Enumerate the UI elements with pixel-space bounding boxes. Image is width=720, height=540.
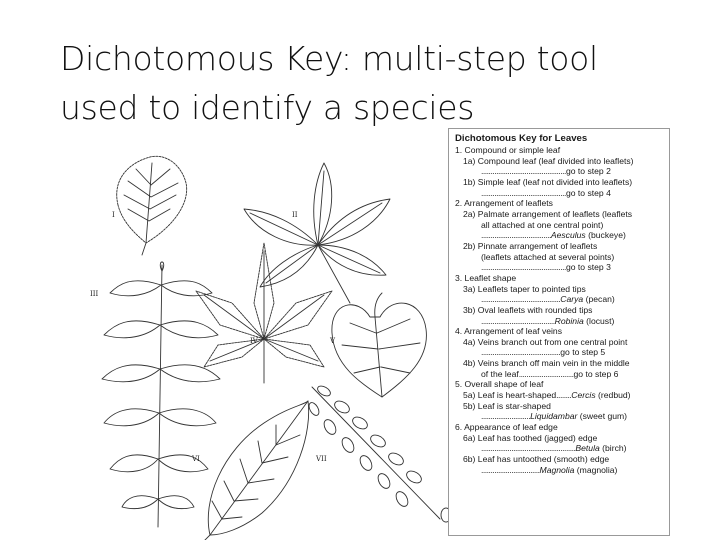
key-line-result: go to step 5 bbox=[560, 347, 606, 358]
key-line-text: 6a) Leaf has toothed (jagged) edge bbox=[463, 432, 598, 443]
leaf-drawings bbox=[90, 125, 450, 540]
leaf-magnolia bbox=[202, 401, 309, 540]
key-line bbox=[455, 347, 664, 358]
key-line-dots: ....................................... bbox=[481, 315, 555, 326]
key-line-text: 5b) Leaf is star-shaped bbox=[463, 400, 551, 411]
key-line-dots: ........ bbox=[556, 390, 572, 401]
key-line-text: 1b) Simple leaf (leaf not divided into leaflets) bbox=[463, 176, 633, 187]
key-line bbox=[455, 198, 664, 209]
key-line bbox=[455, 326, 664, 337]
key-line-dots: .................................................. bbox=[481, 443, 576, 454]
key-line-text: 4. Arrangement of leaf veins bbox=[455, 326, 563, 337]
key-line-text: all attached at one central point) bbox=[481, 219, 604, 230]
leaf-label-3: III bbox=[90, 290, 99, 298]
key-line-text: of the leaf bbox=[481, 368, 519, 379]
key-line-result: (birch) bbox=[602, 443, 627, 454]
key-line-text: 3b) Oval leaflets with rounded tips bbox=[463, 304, 593, 315]
key-line bbox=[455, 358, 664, 369]
key-line-text: 1. Compound or simple leaf bbox=[455, 145, 561, 155]
key-line bbox=[455, 465, 664, 476]
key-line-dots: .......................................... bbox=[481, 347, 561, 358]
key-line-result: go to step 2 bbox=[565, 166, 611, 177]
key-line-text: 2. Arrangement of leaflets bbox=[455, 198, 553, 209]
key-line-result: go to step 3 bbox=[565, 262, 611, 273]
leaf-pecan bbox=[102, 262, 220, 527]
key-line-text: 3. Leaflet shape bbox=[455, 272, 517, 283]
key-line bbox=[455, 316, 664, 327]
key-line bbox=[455, 209, 664, 220]
key-line-text: 6b) Leaf has untoothed (smooth) edge bbox=[463, 454, 610, 465]
key-line bbox=[455, 337, 664, 348]
key-line-result: (pecan) bbox=[585, 294, 615, 305]
key-line-dots: ..................................... bbox=[481, 230, 551, 241]
key-line bbox=[455, 390, 664, 401]
key-line bbox=[455, 262, 664, 273]
leaf-buckeye bbox=[244, 163, 390, 303]
key-line-dots: ............................................. bbox=[481, 262, 566, 273]
key-line-text: 1a) Compound leaf (leaf divided into leaflets) bbox=[463, 155, 634, 166]
key-line bbox=[455, 369, 664, 380]
key-line bbox=[455, 284, 664, 295]
key-line-genus: Carya bbox=[560, 294, 584, 305]
key-line bbox=[455, 230, 664, 241]
key-line-result: (buckeye) bbox=[588, 230, 626, 241]
key-line bbox=[455, 188, 664, 199]
key-line bbox=[455, 454, 664, 465]
key-line-text: 2a) Palmate arrangement of leaflets (leaflets bbox=[463, 208, 633, 219]
key-line bbox=[455, 145, 664, 156]
leaf-locust bbox=[307, 384, 450, 522]
key-line bbox=[455, 166, 664, 177]
key-line-text: 5. Overall shape of leaf bbox=[455, 379, 544, 390]
key-line bbox=[455, 156, 664, 167]
key-line-dots: ............................................. bbox=[481, 166, 566, 177]
key-line-text: 4a) Veins branch out from one central point bbox=[463, 336, 628, 347]
key-line bbox=[455, 422, 664, 433]
key-line-result: (redbud) bbox=[598, 390, 631, 401]
leaf-redbud bbox=[332, 293, 427, 397]
key-line-text: 5a) Leaf is heart-shaped bbox=[463, 390, 557, 401]
key-line-result: go to step 4 bbox=[565, 187, 611, 198]
key-line bbox=[455, 252, 664, 263]
key-line-genus: Cercis bbox=[571, 390, 596, 401]
key-line-genus: Aesculus bbox=[550, 230, 586, 241]
key-line-result: (locust) bbox=[586, 315, 615, 326]
key-line bbox=[455, 411, 664, 422]
key-line-text: (leaflets attached at several points) bbox=[481, 251, 615, 262]
key-line bbox=[455, 305, 664, 316]
key-line-genus: Liquidambar bbox=[530, 411, 578, 422]
key-line-genus: Betula bbox=[575, 443, 600, 454]
leaf-label-6: VI bbox=[192, 455, 200, 463]
key-line bbox=[455, 273, 664, 284]
key-line-result: go to step 6 bbox=[573, 368, 619, 379]
key-line-text: 3a) Leaflets taper to pointed tips bbox=[463, 283, 586, 294]
key-line-dots: .......................... bbox=[481, 411, 531, 422]
key-line bbox=[455, 443, 664, 454]
key-line bbox=[455, 401, 664, 412]
leaf-label-1: I bbox=[112, 211, 115, 219]
key-line bbox=[455, 177, 664, 188]
key-line-result: (sweet gum) bbox=[579, 411, 628, 422]
key-line bbox=[455, 433, 664, 444]
leaf-label-7: VII bbox=[316, 455, 327, 463]
title-line-1: Dichotomous Key: multi-step tool bbox=[60, 39, 598, 78]
key-line-dots: ............................. bbox=[518, 368, 574, 379]
key-line-genus: Magnolia bbox=[539, 464, 575, 475]
leaf-label-4: IV bbox=[250, 337, 258, 345]
key-lines bbox=[455, 145, 664, 475]
key-line bbox=[455, 220, 664, 231]
key-line-text: 4b) Veins branch off main vein in the middle bbox=[463, 358, 630, 369]
slide-title bbox=[60, 34, 700, 132]
title-line-2: used to identify a species bbox=[60, 88, 475, 127]
leaf-label-5: V bbox=[330, 337, 336, 345]
key-line-text: 6. Appearance of leaf edge bbox=[455, 422, 558, 433]
key-line-result: (magnolia) bbox=[576, 464, 618, 475]
key-line bbox=[455, 241, 664, 252]
leaf-sweetgum bbox=[196, 243, 332, 383]
key-title: Dichotomous Key for Leaves bbox=[455, 133, 588, 144]
dichotomous-key-panel bbox=[448, 128, 670, 536]
leaf-birch bbox=[117, 156, 187, 255]
key-line-dots: ............................................. bbox=[481, 187, 566, 198]
key-line-dots: ............................... bbox=[481, 464, 540, 475]
key-line-genus: Robinia bbox=[554, 315, 584, 326]
key-line-dots: .......................................... bbox=[481, 294, 561, 305]
key-line-text: 2b) Pinnate arrangement of leaflets bbox=[463, 240, 598, 251]
key-line bbox=[455, 379, 664, 390]
key-line bbox=[455, 294, 664, 305]
leaf-label-2: II bbox=[292, 211, 298, 219]
